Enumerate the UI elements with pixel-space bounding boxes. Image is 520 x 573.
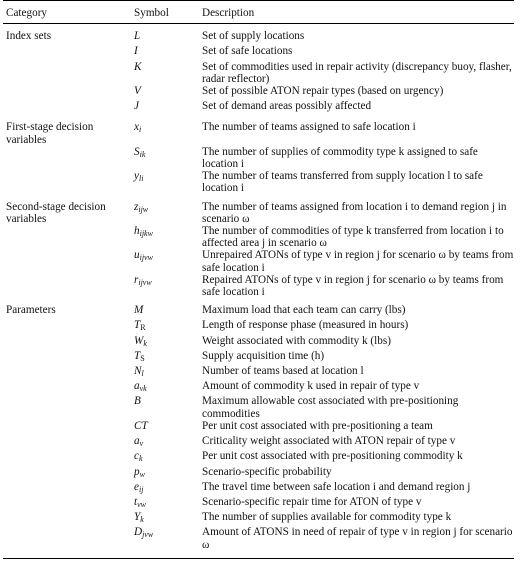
symbol-base: I (134, 45, 138, 58)
symbol-base: B (134, 395, 141, 408)
symbol-base: J (134, 100, 139, 113)
description-cell: Per unit cost associated with pre-positioning a team (202, 419, 433, 432)
table-row (3, 450, 514, 465)
symbol-base: D (134, 526, 143, 539)
description-cell: Supply acquisition time (h) (202, 349, 325, 362)
symbol-cell (134, 298, 202, 319)
description-cell: Maximum load that each team can carry (lbs) (202, 304, 406, 317)
description-cell: The number of supplies of commodity type k assigned to safe location i (202, 145, 478, 171)
symbol-subscript: S (140, 353, 145, 363)
symbol-cell (134, 395, 202, 419)
category-cell (3, 146, 134, 170)
category-cell (3, 350, 134, 365)
symbol-base: t (134, 495, 138, 508)
category-cell: First-stage decision variables (6, 121, 94, 146)
symbol-subscript: w (139, 469, 145, 479)
symbol-base: CT (134, 419, 148, 432)
category-cell: Index sets (6, 30, 52, 43)
description-cell: Repaired ATONs of type v in region j for scenario ω by teams from safe location i (202, 273, 504, 299)
category-cell (3, 466, 134, 481)
symbol-subscript: jvw (142, 530, 154, 540)
symbol-base: N (134, 365, 142, 378)
category-cell (3, 249, 134, 273)
symbol-cell (134, 45, 202, 60)
symbol-base: e (134, 480, 139, 493)
category-cell (3, 45, 134, 60)
category-cell (3, 319, 134, 334)
description-cell: Set of supply locations (202, 30, 305, 43)
table-row (3, 526, 514, 558)
symbol-cell (134, 85, 202, 100)
symbol-cell (134, 466, 202, 481)
category-cell (3, 85, 134, 100)
symbol-base: p (134, 465, 140, 478)
category-cell (3, 395, 134, 419)
category-cell (3, 365, 134, 380)
category-cell: Second-stage decision variables (6, 200, 106, 225)
table-row (3, 45, 514, 60)
table-row (3, 298, 514, 319)
category-cell (3, 100, 134, 115)
symbol-subscript: ijvw (138, 277, 152, 287)
symbol-cell (134, 526, 202, 558)
symbol-cell (134, 380, 202, 395)
category-cell: Parameters (6, 304, 56, 317)
symbol-base: Y (134, 511, 141, 524)
symbol-subscript: ijw (138, 204, 149, 214)
category-cell (3, 61, 134, 85)
category-cell (3, 435, 134, 450)
table-body (3, 24, 514, 559)
symbol-base: y (134, 170, 139, 183)
symbol-subscript: ijvw (139, 253, 153, 263)
table-row (3, 496, 514, 511)
table-row (3, 146, 514, 170)
symbol-cell (134, 435, 202, 450)
description-cell: The number of supplies available for commodity type k (202, 511, 452, 524)
symbol-cell (134, 195, 202, 225)
symbol-cell (134, 225, 202, 249)
header-category: Category (3, 1, 134, 24)
category-cell (3, 170, 134, 194)
description-cell: Weight associated with commodity k (lbs) (202, 334, 391, 347)
category-cell (3, 481, 134, 496)
symbol-subscript: vk (139, 384, 147, 394)
description-cell: Unrepaired ATONs of type v in region j for scenario ω by teams from safe location i (202, 249, 514, 274)
symbol-subscript: ik (139, 149, 146, 159)
description-cell: Scenario-specific probability (202, 465, 332, 478)
table-row (3, 170, 514, 194)
table-row (3, 249, 514, 273)
category-cell (3, 450, 134, 465)
description-cell: Scenario-specific repair time for ATON of type v (202, 495, 422, 508)
symbol-cell (134, 450, 202, 465)
category-cell (3, 496, 134, 511)
symbol-base: L (134, 30, 141, 43)
description-cell: Criticality weight associated with ATON repair of type v (202, 435, 456, 448)
symbol-cell (134, 319, 202, 334)
symbol-subscript: v (139, 439, 144, 449)
symbol-base: u (134, 249, 140, 262)
symbol-cell (134, 61, 202, 85)
symbol-subscript: l (141, 369, 144, 379)
table-row (3, 195, 514, 225)
table-row (3, 380, 514, 395)
symbol-base: T (134, 319, 141, 332)
description-cell: Maximum allowable cost associated with pre-positioning commodities (202, 395, 459, 420)
symbol-base: K (134, 60, 142, 73)
table-row (3, 420, 514, 435)
category-cell (3, 420, 134, 435)
table-row (3, 511, 514, 526)
description-cell: Set of safe locations (202, 45, 293, 58)
symbol-base: x (134, 121, 139, 134)
table-row (3, 225, 514, 249)
symbol-base: M (134, 304, 144, 317)
symbol-cell (134, 146, 202, 170)
table-row (3, 435, 514, 450)
category-cell (3, 335, 134, 350)
header-description: Description (202, 1, 514, 24)
symbol-base: T (134, 349, 141, 362)
table-row (3, 24, 514, 46)
table-row (3, 395, 514, 419)
table-row (3, 481, 514, 496)
symbol-subscript: k (140, 515, 144, 525)
symbol-cell (134, 274, 202, 298)
symbol-cell (134, 24, 202, 46)
symbol-cell (134, 420, 202, 435)
symbol-base: a (134, 380, 140, 393)
table-row (3, 100, 514, 115)
description-cell: Set of commodities used in repair activity (discrepancy buoy, flasher, radar reflector) (202, 60, 512, 85)
symbol-base: V (134, 85, 141, 98)
description-cell: Set of demand areas possibly affected (202, 100, 372, 113)
category-cell (3, 225, 134, 249)
symbol-base: W (134, 334, 144, 347)
symbol-subscript: li (138, 174, 144, 184)
table-row (3, 350, 514, 365)
symbol-base: r (134, 273, 139, 286)
description-cell: Length of response phase (measured in hours) (202, 319, 409, 332)
description-cell: The number of commodities of type k transferred from location i to affected area j in scenario ω (202, 225, 504, 250)
description-cell: Number of teams based at location l (202, 365, 364, 378)
description-cell: The number of teams assigned from location i to demand region j in scenario ω (202, 200, 507, 225)
description-cell: The number of teams transferred from supply location l to safe location i (202, 170, 483, 195)
description-cell: The number of teams assigned to safe location i (202, 121, 416, 134)
symbol-cell (134, 481, 202, 496)
category-cell (3, 274, 134, 298)
table-row (3, 85, 514, 100)
symbol-subscript: i (138, 125, 142, 135)
header-row (3, 1, 514, 24)
symbol-cell (134, 511, 202, 526)
symbol-base: S (134, 145, 140, 158)
header-symbol: Symbol (134, 1, 202, 24)
symbol-subscript: ijkw (139, 229, 153, 239)
notation-table (3, 0, 514, 559)
description-cell: Set of possible ATON repair types (based on urgency) (202, 85, 444, 98)
description-cell: Amount of ATONS in need of repair of type v in region j for scenario ω (202, 526, 514, 558)
description-cell: Per unit cost associated with pre-positioning commodity k (202, 450, 463, 463)
category-cell (3, 511, 134, 526)
table-row (3, 115, 514, 145)
symbol-cell (134, 496, 202, 511)
description-cell: The travel time between safe location i and demand region j (202, 480, 471, 493)
symbol-subscript: ij (138, 484, 144, 494)
table-row (3, 335, 514, 350)
table-row (3, 274, 514, 298)
category-cell (3, 526, 134, 558)
symbol-base: a (134, 435, 140, 448)
symbol-base: h (134, 225, 140, 238)
symbol-subscript: k (138, 454, 143, 464)
table-row (3, 61, 514, 85)
description-cell: Amount of commodity k used in repair of type v (202, 380, 420, 393)
symbol-cell (134, 100, 202, 115)
symbol-subscript: R (140, 323, 146, 333)
symbol-cell (134, 365, 202, 380)
symbol-cell (134, 249, 202, 273)
symbol-subscript: vw (137, 499, 146, 509)
table-row (3, 319, 514, 334)
symbol-cell (134, 170, 202, 194)
symbol-cell (134, 335, 202, 350)
category-cell (3, 380, 134, 395)
table-row (3, 365, 514, 380)
symbol-subscript: k (143, 338, 147, 348)
table-row (3, 466, 514, 481)
symbol-cell (134, 350, 202, 365)
symbol-cell (134, 115, 202, 145)
symbol-base: z (134, 200, 139, 213)
symbol-base: c (134, 450, 139, 463)
